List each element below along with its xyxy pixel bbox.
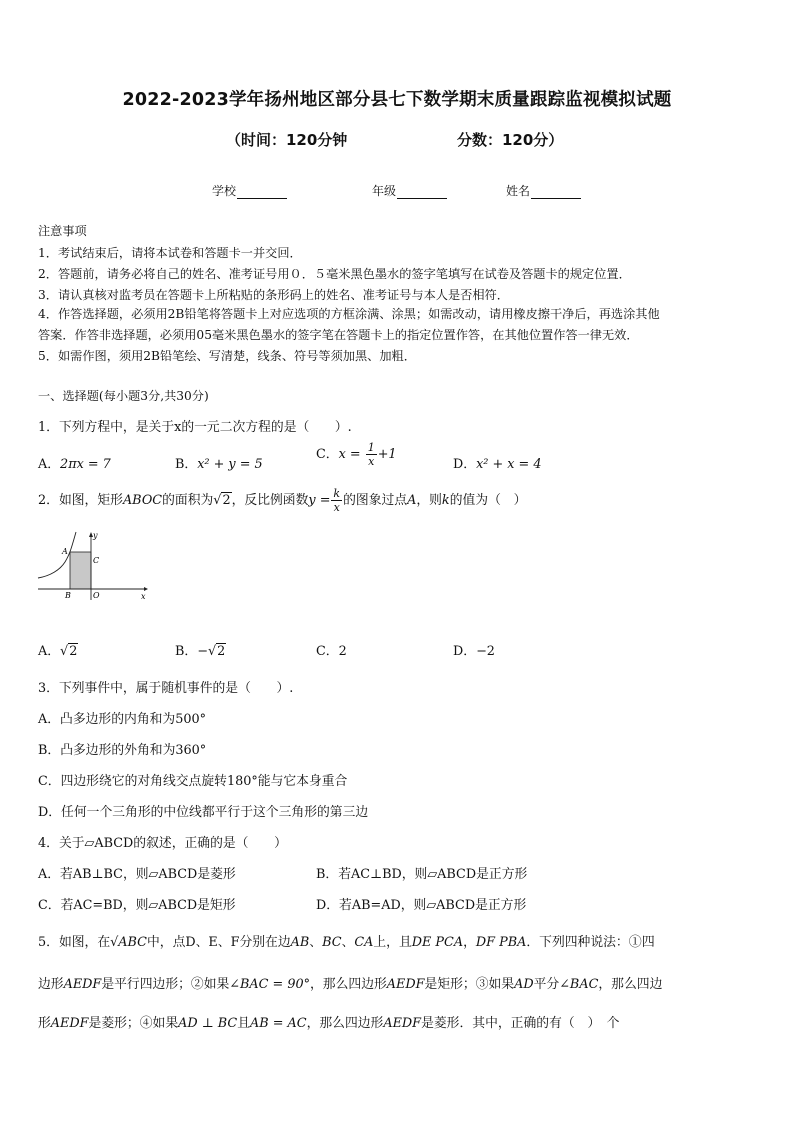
grade-field: [372, 182, 447, 199]
notice-heading: 注意事项: [38, 224, 87, 238]
school-label: 学校: [212, 184, 237, 198]
exam-time: （时间：120分钟: [226, 131, 348, 149]
q1-option-d: D．x² + x = 4: [453, 457, 542, 472]
question-5-line-1: 5．如图，在√ABC中，点D、E、F分别在边AB、BC、CA上，且DE PCA，DF PBA．下列四种说法：①四: [38, 935, 655, 950]
school-blank: [237, 187, 287, 199]
school-field: [212, 182, 287, 199]
name-blank: [531, 187, 581, 199]
q1-option-a: A．2πx = 7: [38, 457, 111, 472]
section-heading: 一、选择题(每小题3分,共30分): [38, 389, 209, 403]
name-label: 姓名: [506, 184, 531, 198]
question-4-stem: 4．关于▱ABCD的叙述，正确的是（ ）: [38, 836, 287, 851]
q4-option-c: C．若AC=BD，则▱ABCD是矩形: [38, 898, 236, 913]
grade-blank: [397, 187, 447, 199]
q4-option-d: D．若AB=AD，则▱ABCD是正方形: [316, 898, 527, 913]
q3-option-c: C．四边形绕它的对角线交点旋转180°能与它本身重合: [38, 774, 348, 789]
notice-line: 3．请认真核对监考员在答题卡上所粘贴的条形码上的姓名、准考证号与本人是否相符．: [38, 288, 509, 302]
fraction: $\frac{1}{x}$: [367, 441, 375, 468]
label-b: B: [65, 591, 71, 600]
q4-option-b: B．若AC⊥BD，则▱ABCD是正方形: [316, 867, 528, 882]
notice-line: 2．答题前，请务必将自己的姓名、准考证号用０．５毫米黑色墨水的签字笔填写在试卷及答题卡的规定位置．: [38, 267, 631, 281]
label-y: y: [93, 531, 98, 540]
label-x: x: [141, 592, 146, 601]
q2-option-c: C．2: [316, 644, 347, 659]
page-title: 2022-2023学年扬州地区部分县七下数学期末质量跟踪监视模拟试题: [122, 90, 672, 110]
question-3-stem: 3．下列事件中，属于随机事件的是（ ）.: [38, 681, 294, 696]
q2-option-d: D．−2: [453, 644, 495, 659]
question-2-stem: 2．如图，矩形ABOC的面积为√2，反比例函数y = $\frac{k}{x}$ 的图象过点A，则k的值为（ ）: [38, 487, 527, 514]
exam-score: 分数：120分）: [457, 131, 564, 149]
label-o: O: [93, 591, 100, 600]
q4-option-a: A．若AB⊥BC，则▱ABCD是菱形: [38, 867, 236, 882]
grade-label: 年级: [372, 184, 397, 198]
q1-option-c: C．x = $\frac{1}{x}$ +1: [316, 441, 397, 468]
label-a: A: [62, 547, 68, 556]
q3-option-a: A．凸多边形的内角和为500°: [38, 712, 207, 727]
name-field: [506, 182, 581, 199]
q1-option-b: B．x² + y = 5: [175, 457, 263, 472]
q2-option-a: A．√2: [38, 644, 78, 659]
label-c: C: [93, 556, 100, 565]
question-5-line-2: 边形AEDF是平行四边形；②如果∠BAC = 90°，那么四边形AEDF是矩形；③如果AD平分∠BAC，那么四边: [38, 977, 663, 992]
question-1-stem: 1．下列方程中，是关于x的一元二次方程的是（ ）.: [38, 420, 352, 435]
notice-line: 1．考试结束后，请将本试卷和答题卡一并交回．: [38, 246, 302, 260]
fraction: $\frac{k}{x}$: [333, 487, 341, 514]
notice-line: 4．作答选择题，必须用2B铅笔将答题卡上对应选项的方框涂满、涂黑；如需改动，请用橡皮擦干净后，再选涂其他: [38, 307, 660, 321]
question-5-line-3: 形AEDF是菱形；④如果AD ⊥ BC且AB = AC，那么四边形AEDF是菱形．其中，正确的有（ ） 个: [38, 1016, 620, 1031]
rectangle-aboc: [70, 552, 91, 589]
x-axis-arrow: [144, 587, 148, 591]
notice-line: 答案．作答非选择题，必须用05毫米黑色墨水的签字笔在答题卡上的指定位置作答，在其他位置作答一律无效．: [38, 328, 639, 342]
q2-option-b: B．−√2: [175, 644, 226, 659]
notice-line: 5．如需作图，须用2B铅笔绘、写清楚，线条、符号等须加黑、加粗．: [38, 349, 416, 363]
q3-option-b: B．凸多边形的外角和为360°: [38, 743, 207, 758]
q2-figure: [34, 530, 154, 602]
q3-option-d: D．任何一个三角形的中位线都平行于这个三角形的第三边: [38, 805, 369, 820]
